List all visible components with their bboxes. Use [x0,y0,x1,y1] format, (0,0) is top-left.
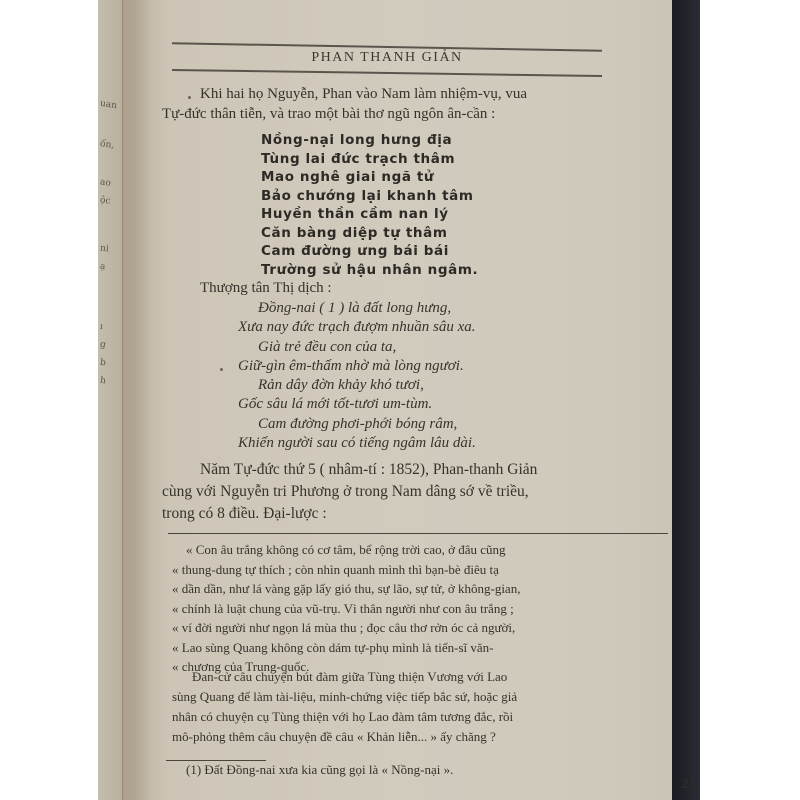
prev-page-fragment: ạ [99,261,107,273]
poem-translation [238,299,476,453]
quote-separator [168,533,668,534]
poem-line: Khiến người sau có tiếng ngâm lâu dài. [238,435,476,452]
poem-line: Đồng-nai ( 1 ) là đất long hưng, [258,300,452,316]
prev-page-fragment: h [99,375,107,387]
narrative-line: cùng với Nguyễn tri Phương ở trong Nam dâng sớ về triều, [162,483,529,500]
commentary-paragraph [172,667,640,747]
book-page [158,0,696,800]
quote-line: « dần dần, như lá vàng gặp lấy gió thu, sự lão, sự tử, ở không-gian, [172,581,521,596]
narrative-line: trong có 8 điều. Đại-lược : [162,505,327,522]
prev-page-fragment: b [99,357,107,369]
prev-page-fragment: ao [99,177,112,189]
intro-line: Khi hai họ Nguyễn, Phan vào Nam làm nhiệm-vụ, vua [200,86,528,102]
comment-line: Đan-cử câu chuyện bút đàm giữa Tùng thiện Vương với Lao [192,669,508,684]
prev-page-fragment: ộc [99,195,112,207]
book-photo [98,0,700,800]
footnote-rule [166,760,266,761]
paper-speck [220,368,223,371]
poem-line: Nồng-nại long hưng địa [261,132,453,148]
paper-speck [188,96,191,99]
poem-line: Bảo chướng lại khanh tâm [261,187,474,204]
poem-line: Giữ-gìn êm-thấm nhờ mà lòng ngươi. [238,357,464,374]
quote-line: « chính là luật chung của vũ-trụ. Vì thân người như con âu trắng ; [172,600,514,616]
gutter-shadow [122,0,152,800]
poem-line: Xưa nay đức trạch đượm nhuần sâu xa. [238,319,476,336]
narrative-line: Năm Tự-đức thứ 5 ( nhâm-tí : 1852), Phan-thanh Giản [200,461,538,478]
comment-line: mô-phỏng thêm câu chuyện đề câu « Khản liễn... » ấy chăng ? [172,729,496,744]
prev-page-fragment: g [99,339,107,351]
dark-background-edge [672,0,700,800]
comment-line: sùng Quang để làm tài-liệu, minh-chứng việc tiếp bắc sứ, hoặc giả [172,689,518,704]
poem-line: Căn bàng diệp tự thâm [261,224,448,241]
poem-line: Cam đường phơi-phới bóng râm, [258,415,458,432]
intro-line: Tự-đức thân tiễn, và trao một bài thơ ngũ ngôn ân-cần : [162,106,496,122]
poem-line: Rản dây đờn khảy khó tươi, [258,377,424,394]
poem-original [261,131,478,279]
poem-line: Gốc sâu lá mới tốt-tươi um-tùm. [238,396,433,413]
poem-line: Tùng lai đức trạch thâm [261,150,456,167]
prev-page-fragment: ốn, [99,139,115,151]
poem-line: Huyền thần cầm nan lý [261,206,449,222]
poem-line: Cam đường ưng bái bái [261,243,449,259]
footnote: (1) Đất Đồng-nai xưa kia cũng gọi là « Nồng-nại ». [186,762,454,777]
poem-line: Mao nghê giai ngã tử [261,169,435,185]
previous-page-edge [98,0,123,800]
comment-line: nhân có chuyện cụ Tùng thiện với họ Lao đàm tâm tương đắc, rồi [172,709,514,724]
quote-line: « chương của Trung-quốc. [172,659,310,674]
translation-label: Thượng tân Thị dịch : [200,280,332,296]
prev-page-fragment: uan [99,98,118,112]
poem-line: Già trẻ đều con của ta, [258,338,397,355]
quote-line: « ví đời người như ngọn lá mùa thu ; đọc câu thơ rởn óc cả người, [172,620,516,635]
running-head-title: PHAN THANH GIẢN [311,50,463,65]
prev-page-fragment: ı [99,321,104,333]
poem-line: Trường sử hậu nhân ngâm. [261,261,479,278]
header-rule-bottom [172,69,602,77]
quote-line: « Con âu trắng không có cơ tâm, bể rộng trời cao, ở đâu cũng [186,542,506,557]
page-number: 25 [681,776,696,792]
quote-line: « Lao sùng Quang không còn dám tự-phụ mình là tiến-sĩ văn- [172,639,494,655]
quote-line: « thung-dung tự thích ; còn nhìn quanh mình thì bạn-bè điêu tạ [172,561,499,577]
running-head [172,40,602,76]
prev-page-fragment: ni [99,243,110,255]
quoted-passage [172,540,640,677]
